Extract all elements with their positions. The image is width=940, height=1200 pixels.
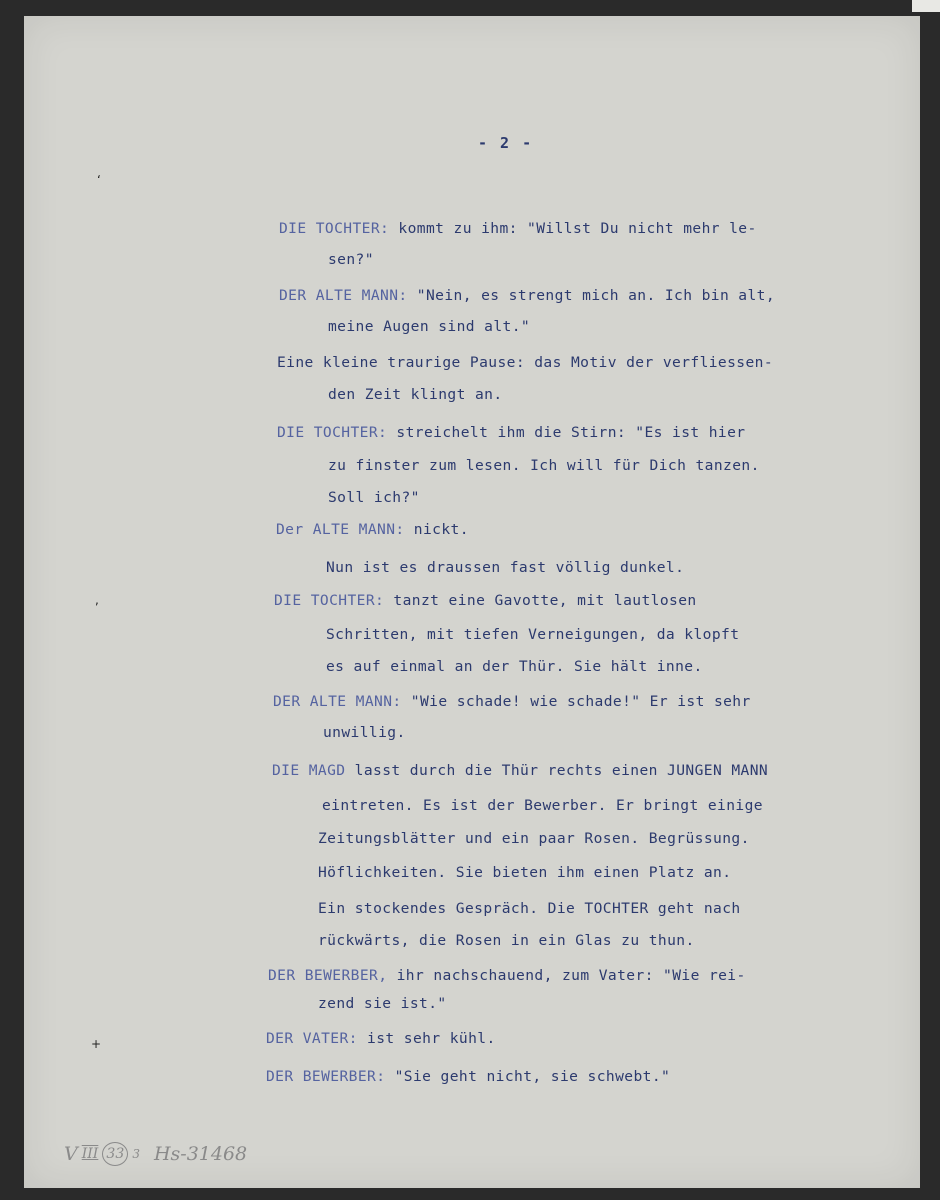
text-line bbox=[326, 626, 739, 644]
text-line bbox=[268, 967, 746, 985]
text-line bbox=[266, 1030, 496, 1048]
shelfmark-prefix: V bbox=[64, 1143, 78, 1165]
line-text: "Nein, es strengt mich an. Ich bin alt, bbox=[407, 287, 776, 304]
line-text: tanzt eine Gavotte, mit lautlosen bbox=[384, 592, 697, 609]
ink-speck: ‘ bbox=[97, 173, 101, 187]
ink-speck: , bbox=[95, 593, 99, 607]
text-line bbox=[328, 457, 760, 475]
shelfmark-signature: Hs-31468 bbox=[153, 1143, 248, 1165]
text-line bbox=[323, 724, 406, 742]
line-text: streichelt ihm die Stirn: "Es ist hier bbox=[387, 424, 746, 441]
line-text: "Wie schade! wie schade!" Er ist sehr bbox=[401, 693, 751, 710]
line-text: zend sie ist." bbox=[318, 995, 447, 1012]
ink-speck: + bbox=[91, 1037, 102, 1051]
text-line bbox=[279, 287, 775, 305]
text-line bbox=[274, 592, 697, 610]
shelfmark-sub: 3 bbox=[132, 1147, 140, 1161]
speaker-label: DER ALTE MANN: bbox=[273, 693, 402, 710]
archive-shelfmark bbox=[64, 1142, 247, 1166]
text-line bbox=[328, 386, 503, 404]
speaker-label: DER VATER: bbox=[266, 1030, 358, 1047]
line-text: kommt zu ihm: "Willst Du nicht mehr le- bbox=[389, 220, 757, 237]
speaker-label: Der ALTE MANN: bbox=[276, 521, 405, 538]
line-text: unwillig. bbox=[323, 724, 406, 741]
line-text: zu finster zum lesen. Ich will für Dich tanzen. bbox=[328, 457, 760, 474]
text-line bbox=[328, 489, 420, 507]
line-text: es auf einmal an der Thür. Sie hält inne. bbox=[326, 658, 703, 675]
line-text: den Zeit klingt an. bbox=[328, 386, 503, 403]
text-line bbox=[318, 864, 731, 882]
corner-mark bbox=[912, 0, 940, 12]
text-line bbox=[318, 995, 447, 1013]
line-text: Soll ich?" bbox=[328, 489, 420, 506]
text-line bbox=[326, 658, 703, 676]
text-line bbox=[277, 354, 773, 372]
line-text: Eine kleine traurige Pause: das Motiv der verfliessen- bbox=[277, 354, 774, 371]
line-text: meine Augen sind alt." bbox=[328, 318, 531, 335]
line-text: rückwärts, die Rosen in ein Glas zu thun. bbox=[318, 932, 695, 949]
text-line bbox=[318, 900, 741, 918]
text-line bbox=[266, 1068, 670, 1086]
line-text: ist sehr kühl. bbox=[357, 1030, 496, 1047]
text-line bbox=[279, 220, 757, 238]
text-line bbox=[277, 424, 746, 442]
speaker-label: DIE TOCHTER: bbox=[277, 424, 388, 441]
text-line bbox=[276, 521, 469, 539]
shelfmark-roman: III bbox=[81, 1146, 99, 1162]
text-line bbox=[326, 559, 684, 577]
text-line bbox=[328, 318, 530, 336]
speaker-label: DIE TOCHTER: bbox=[274, 592, 385, 609]
speaker-label: DIE TOCHTER: bbox=[279, 220, 390, 237]
speaker-label: DER BEWERBER: bbox=[266, 1068, 386, 1085]
line-text: Zeitungsblätter und ein paar Rosen. Begrüssung. bbox=[318, 830, 750, 847]
line-text: sen?" bbox=[328, 251, 374, 268]
line-text: Nun ist es draussen fast völlig dunkel. bbox=[326, 559, 685, 576]
text-line bbox=[272, 762, 768, 780]
line-text: Höflichkeiten. Sie bieten ihm einen Platz an. bbox=[318, 864, 732, 881]
text-line bbox=[318, 932, 695, 950]
line-text: nickt. bbox=[404, 521, 469, 538]
speaker-label: DER ALTE MANN: bbox=[279, 287, 408, 304]
line-text: Ein stockendes Gespräch. Die TOCHTER geht nach bbox=[318, 900, 741, 917]
shelfmark-circled-number: 33 bbox=[102, 1142, 128, 1166]
speaker-label: DIE MAGD bbox=[272, 762, 346, 779]
line-text: eintreten. Es ist der Bewerber. Er bringt einige bbox=[322, 797, 763, 814]
line-text: Schritten, mit tiefen Verneigungen, da klopft bbox=[326, 626, 740, 643]
line-text: "Sie geht nicht, sie schwebt." bbox=[385, 1068, 671, 1085]
text-line bbox=[318, 830, 750, 848]
speaker-label: DER BEWERBER, bbox=[268, 967, 388, 984]
line-text: lasst durch die Thür rechts einen JUNGEN MANN bbox=[345, 762, 769, 779]
page-number: - 2 - bbox=[478, 134, 534, 152]
text-line bbox=[328, 251, 374, 269]
line-text: ihr nachschauend, zum Vater: "Wie rei- bbox=[387, 967, 746, 984]
text-line bbox=[273, 693, 751, 711]
text-line bbox=[322, 797, 763, 815]
